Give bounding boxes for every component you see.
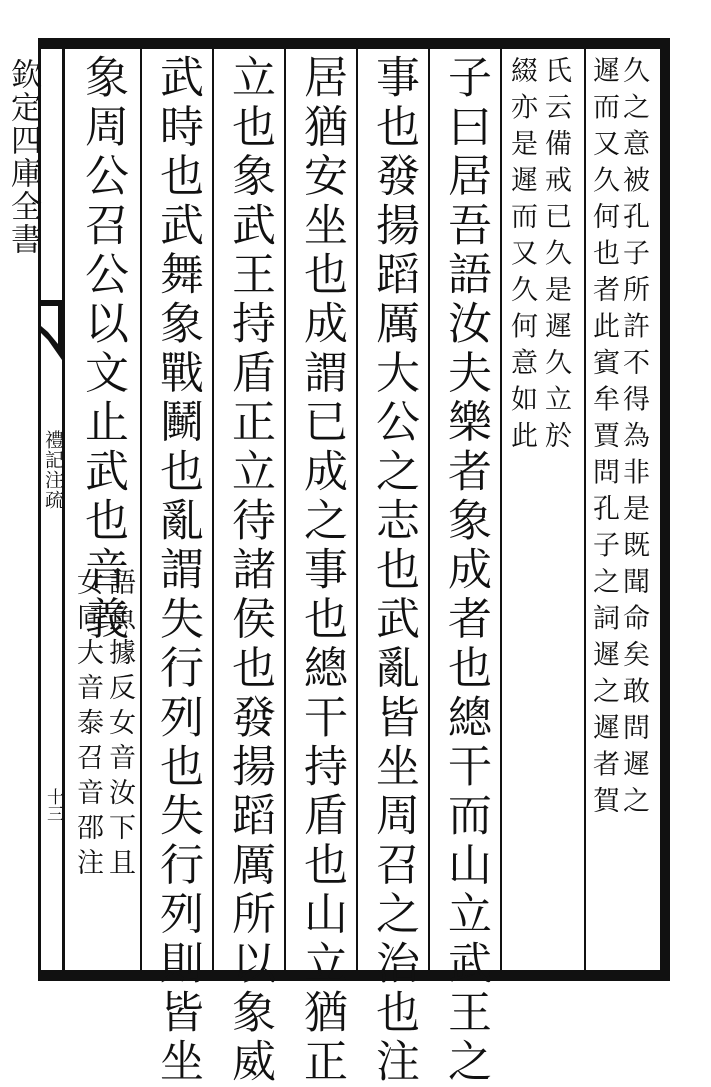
book-title: 禮記注疏 [42,430,64,510]
frame-bottom-border [38,970,670,981]
column-rule [428,49,430,970]
column-rule [212,49,214,970]
column-rule [500,49,502,970]
fishtail-ornament-icon [38,300,62,360]
annotation-line: 語魚據反女音汝下且 [104,568,135,883]
collection-title: 欽定四庫全書 [5,58,41,256]
text-column: 事也發揚蹈厲大公之志也武亂皆坐周召之治也注 [368,54,419,1087]
commentary-line: 久之意被孔子所許不得為非是既聞命矣敢問遲之 [618,56,649,823]
text-column: 居猶安坐也成謂已成之事也總干持盾也山立猶正 [296,54,347,1087]
annotation-line: 女同大音泰召音邵注 [72,568,103,883]
text-column: 立也象武王持盾正立待諸侯也發揚蹈厲所以象威 [224,54,275,1087]
text-column: 子曰居吾語汝夫樂者象成者也總干而山立武王之 [440,54,491,1087]
frame-top-border [38,38,670,49]
column-rule [284,49,286,970]
commentary-line: 氏云備戒已久是遲久立於 [540,56,571,458]
text-column: 象周公召公以文止武也音義 [77,54,128,645]
column-rule [584,49,586,970]
column-rule [356,49,358,970]
commentary-line: 綴亦是遲而又久何意如此 [506,56,537,458]
text-column: 武時也武舞象戰鬭也亂謂失行列也失行列則皆坐 [152,54,203,1087]
page-number: 十三 [43,788,63,822]
column-rule [140,49,142,970]
commentary-line: 遲而又久何也者此賓牟賈問孔子之詞遲之遲者賀 [588,56,619,823]
frame-right-border [660,38,670,981]
